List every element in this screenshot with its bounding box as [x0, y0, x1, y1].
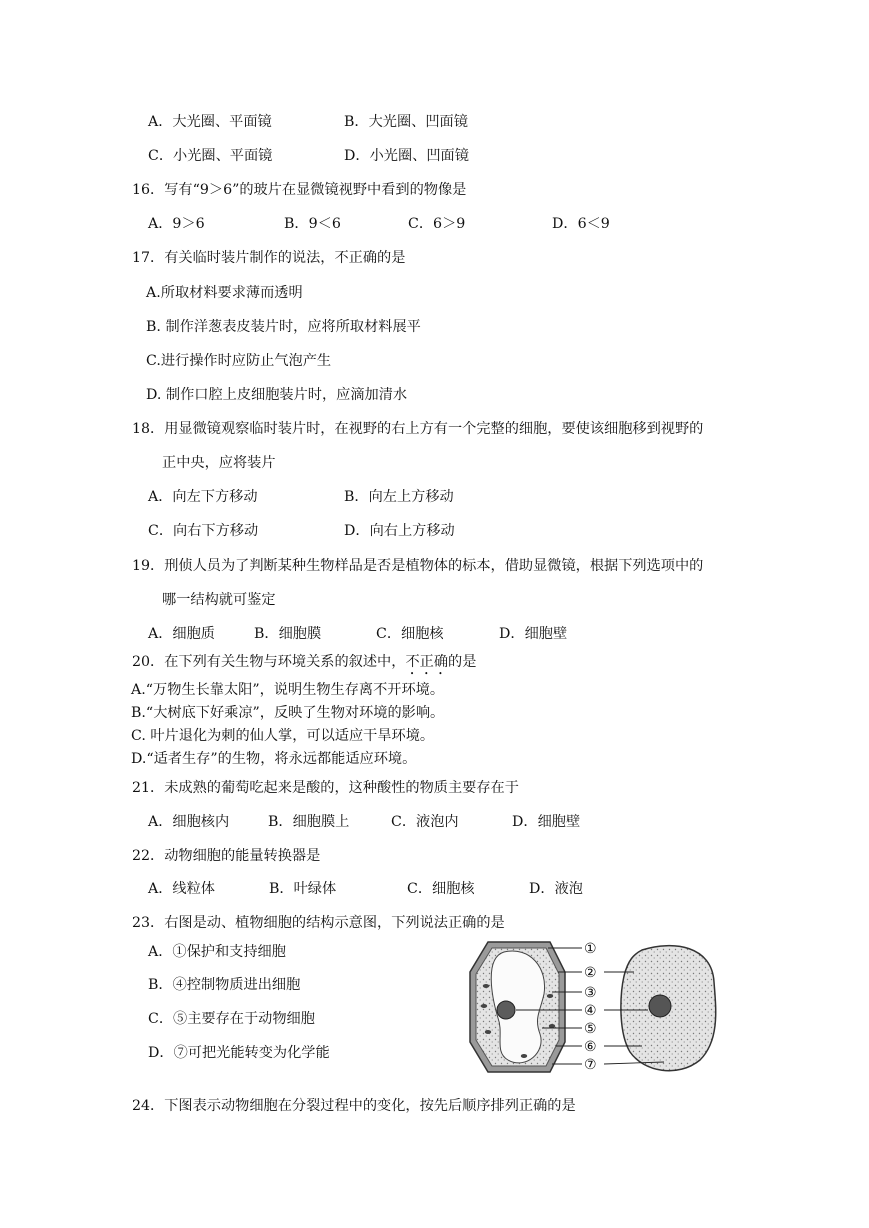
q17-option-c: C.进行操作时应防止气泡产生 — [146, 353, 332, 369]
q19-option-d: D．细胞壁 — [499, 626, 568, 642]
q20-stem-prefix: 20．在下列有关生物与环境关系的叙述中， — [132, 654, 406, 670]
q15-option-c: C．小光圈、平面镜 — [148, 148, 273, 164]
plant-cell — [470, 942, 565, 1072]
q18-option-c: C．向右下方移动 — [148, 523, 259, 539]
q22-option-c: C．细胞核 — [407, 881, 475, 897]
q21-option-a: A．细胞核内 — [148, 814, 230, 830]
q22-option-d: D．液泡 — [529, 881, 583, 897]
q22-option-b: B．叶绿体 — [269, 881, 337, 897]
q20-stem-suffix: 的是 — [448, 654, 477, 670]
q17-stem: 17．有关临时装片制作的说法，不正确的是 — [132, 250, 406, 266]
figure-label-6: ⑥ — [584, 1039, 597, 1055]
q22-option-a: A．线粒体 — [148, 881, 215, 897]
q23-option-b: B．④控制物质进出细胞 — [148, 977, 301, 993]
q22-stem: 22．动物细胞的能量转换器是 — [132, 848, 321, 864]
figure-label-7: ⑦ — [584, 1057, 597, 1073]
q16-stem: 16．写有“9＞6”的玻片在显微镜视野中看到的物像是 — [132, 182, 467, 198]
q19-stem-line2: 哪一结构就可鉴定 — [162, 592, 276, 608]
q19-option-c: C．细胞核 — [376, 626, 444, 642]
q19-stem-line1: 19．刑侦人员为了判断某种生物样品是否是植物体的标本，借助显微镜，根据下列选项中的 — [132, 558, 704, 574]
q23-option-c: C．⑤主要存在于动物细胞 — [148, 1011, 315, 1027]
q16-option-c: C．6＞9 — [408, 216, 466, 232]
q17-option-b: B. 制作洋葱表皮装片时，应将所取材料展平 — [146, 319, 421, 335]
figure-label-5: ⑤ — [584, 1021, 597, 1037]
q23-stem: 23．右图是动、植物细胞的结构示意图，下列说法正确的是 — [132, 915, 505, 931]
q19-option-b: B．细胞膜 — [254, 626, 322, 642]
q19-option-a: A．细胞质 — [148, 626, 215, 642]
figure-label-2: ② — [584, 965, 597, 981]
q16-option-b: B．9＜6 — [284, 216, 341, 232]
q18-option-b: B．向左上方移动 — [344, 489, 454, 505]
q23-option-d: D．⑦可把光能转变为化学能 — [148, 1045, 330, 1061]
q24-stem: 24．下图表示动物细胞在分裂过程中的变化，按先后顺序排列正确的是 — [132, 1098, 576, 1114]
q18-stem-line1: 18．用显微镜观察临时装片时，在视野的右上方有一个完整的细胞，要使该细胞移到视野的 — [132, 421, 704, 437]
q15-option-a: A．大光圈、平面镜 — [148, 114, 272, 130]
q20-stem — [132, 652, 476, 678]
q17-option-a: A.所取材料要求薄而透明 — [146, 285, 303, 301]
q16-option-a: A．9＞6 — [148, 216, 205, 232]
figure-label-3: ③ — [584, 985, 597, 1001]
q20-option-c: C. 叶片退化为刺的仙人掌，可以适应干旱环境。 — [131, 728, 435, 744]
q20-option-b: B.“大树底下好乘凉”，反映了生物对环境的影响。 — [131, 705, 445, 721]
figure-label-4: ④ — [584, 1003, 597, 1019]
q15-option-d: D．小光圈、凹面镜 — [344, 148, 469, 164]
q20-option-a: A.“万物生长靠太阳”，说明生物生存离不开环境。 — [131, 682, 445, 698]
q18-stem-line2: 正中央，应将装片 — [162, 455, 276, 471]
q21-option-d: D．细胞壁 — [512, 814, 581, 830]
q21-option-c: C．液泡内 — [391, 814, 459, 830]
q20-stem-emphasis: 不正确 — [405, 654, 449, 670]
q21-stem: 21．未成熟的葡萄吃起来是酸的，这种酸性的物质主要存在于 — [132, 780, 519, 796]
cell-structure-figure — [464, 936, 732, 1078]
q23-option-a: A．①保护和支持细胞 — [148, 944, 286, 960]
animal-cell — [621, 946, 716, 1071]
q15-option-b: B．大光圈、凹面镜 — [344, 114, 468, 130]
figure-label-1: ① — [584, 941, 597, 957]
q18-option-d: D．向右上方移动 — [344, 523, 455, 539]
q20-option-d: D.“适者生存”的生物，将永远都能适应环境。 — [131, 751, 417, 767]
q17-option-d: D. 制作口腔上皮细胞装片时，应滴加清水 — [146, 387, 408, 403]
q16-option-d: D．6＜9 — [552, 216, 610, 232]
q21-option-b: B．细胞膜上 — [268, 814, 350, 830]
q18-option-a: A．向左下方移动 — [148, 489, 258, 505]
